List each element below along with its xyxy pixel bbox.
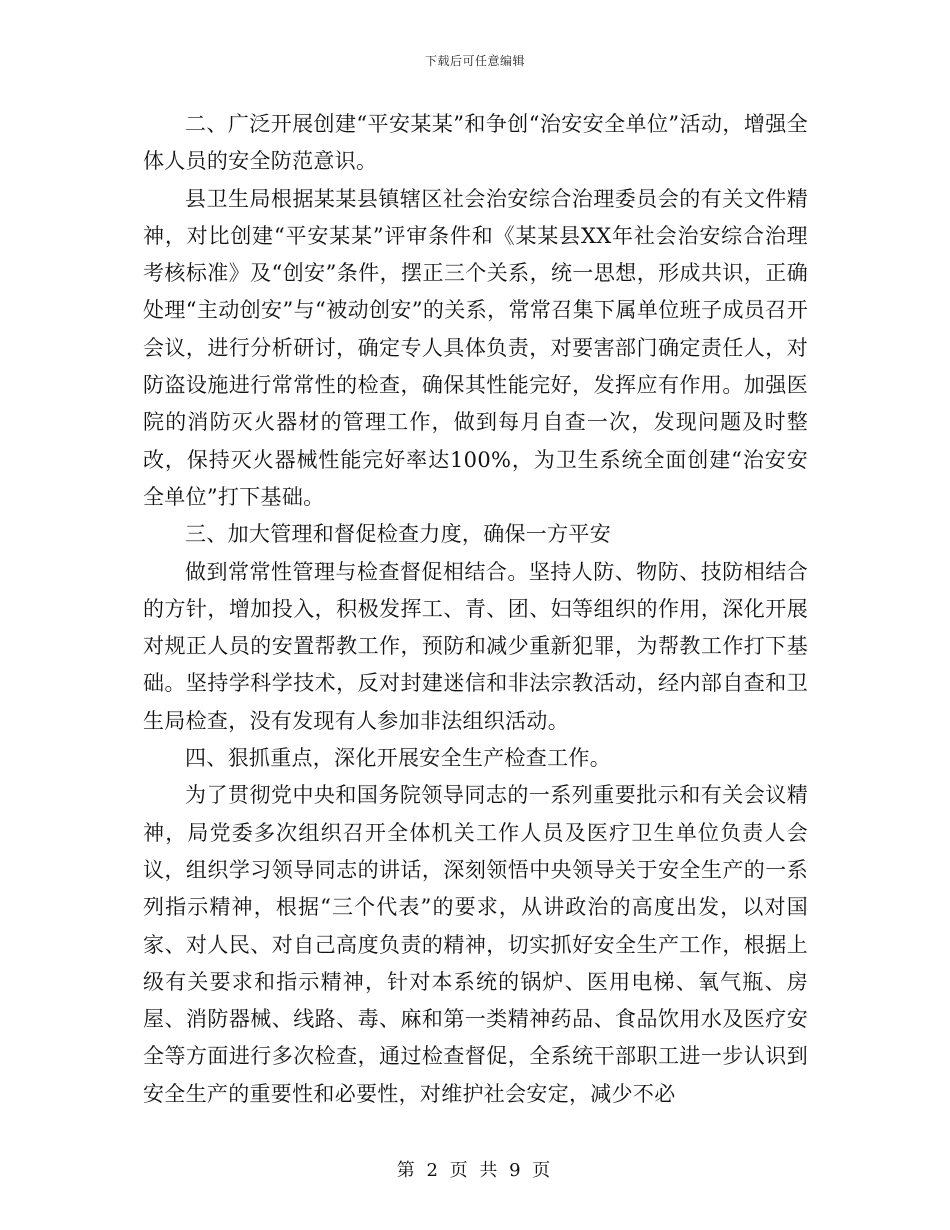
- document-body: [143, 106, 808, 1113]
- section-heading-2: 二、广泛开展创建“平安某某”和争创“治安安全单位”活动，增强全体人员的安全防范意识。: [143, 112, 808, 174]
- page-header-note: 下载后可任意编辑: [424, 54, 525, 68]
- page-number-footer: 第 2 页 共 9 页: [396, 1160, 554, 1181]
- body-paragraph: 做到常常性管理与检查督促相结合。坚持人防、物防、技防相结合的方针，增加投入，积极发挥工、青、团、妇等组织的作用，深化开展对规正人员的安置帮教工作，预防和减少重新犯罪，为帮教工作打下基础。坚持学科学技术，反对封建迷信和非法宗教活动，经内部自查和卫生局检查，没有发现有人参加非法组织活动。: [143, 559, 808, 733]
- section-heading-4: 四、狠抓重点，深化开展安全生产检查工作。: [185, 746, 611, 771]
- section-heading-3: 三、加大管理和督促检查力度，确保一方平安: [185, 522, 611, 547]
- body-paragraph: 为了贯彻党中央和国务院领导同志的一系列重要批示和有关会议精神，局党委多次组织召开全体机关工作人员及医疗卫生单位负责人会议，组织学习领导同志的讲话，深刻领悟中央领导关于安全生产的一系列指示精神，根据“三个代表”的要求，从讲政治的高度出发，以对国家、对人民、对自己高度负责的精神，切实抓好安全生产工作，根据上级有关要求和指示精神，针对本系统的锅炉、医用电梯、氧气瓶、房屋、消防器械、线路、毒、麻和第一类精神药品、食品饮用水及医疗安全等方面进行多次检查，通过检查督促，全系统干部职工进一步认识到安全生产的重要性和必要性，对维护社会安定，减少不必: [143, 783, 808, 1106]
- body-paragraph: 县卫生局根据某某县镇辖区社会治安综合治理委员会的有关文件精神，对比创建“平安某某”评审条件和《某某县XX年社会治安综合治理考核标准》及“创安”条件，摆正三个关系，统一思想，形成共识，正确处理“主动创安”与“被动创安”的关系，常常召集下属单位班子成员召开会议，进行分析研讨，确定专人具体负责，对要害部门确定责任人，对防盗设施进行常常性的检查，确保其性能完好，发挥应有作用。加强医院的消防灭火器材的管理工作，做到每月自查一次，发现问题及时整改，保持灭火器械性能完好率达100%，为卫生系统全面创建“治安安全单位”打下基础。: [143, 186, 808, 509]
